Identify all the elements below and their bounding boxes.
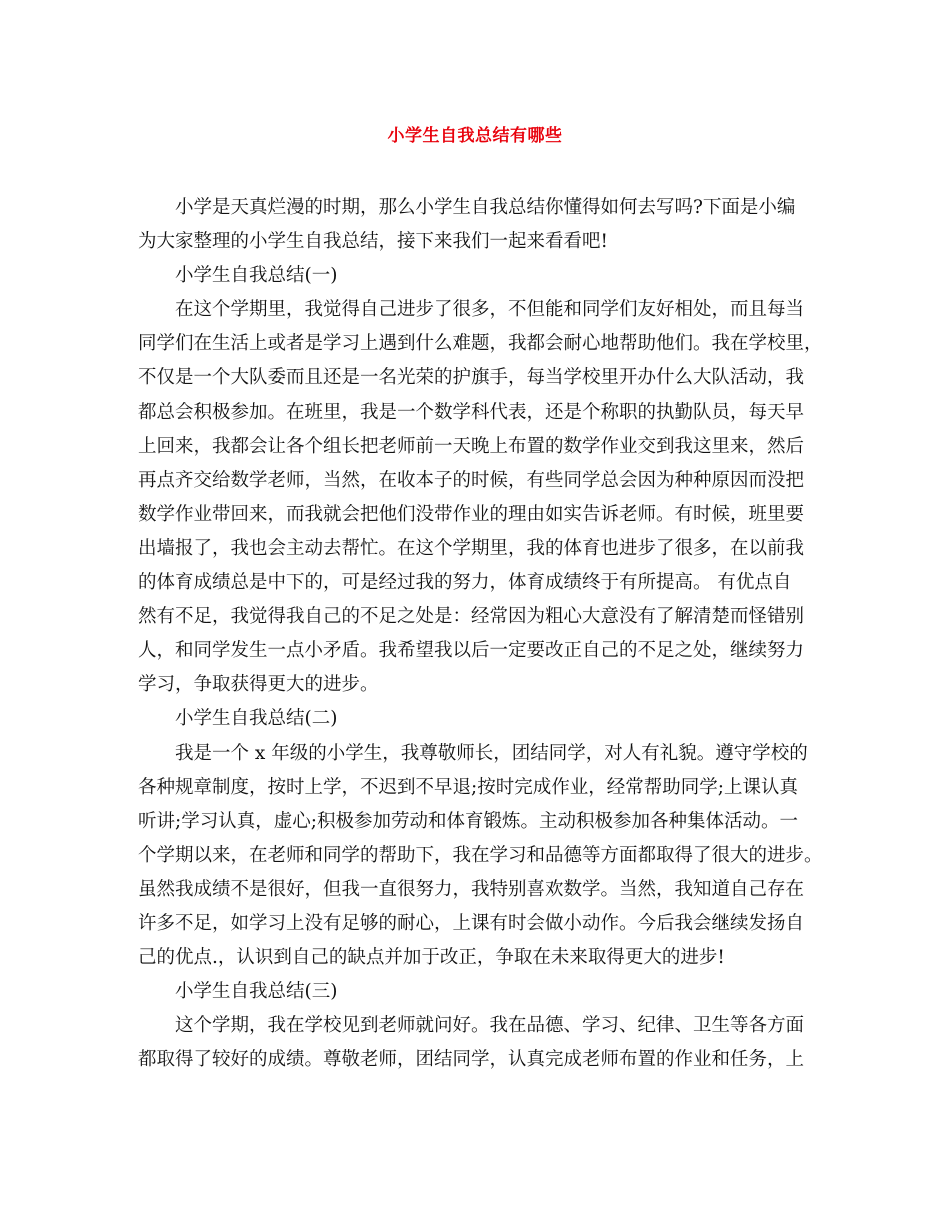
text-line: 出墙报了，我也会主动去帮忙。在这个学期里，我的体育也进步了很多，在以前我 bbox=[138, 537, 805, 559]
text-line: 虽然我成绩不是很好，但我一直很努力，我特别喜欢数学。当然，我知道自己存在 bbox=[138, 878, 805, 900]
text-line: 在这个学期里，我觉得自己进步了很多，不但能和同学们友好相处，而且每当 bbox=[175, 299, 805, 321]
text-line: 个学期以来，在老师和同学的帮助下，我在学习和品德等方面都取得了很大的进步。 bbox=[138, 844, 823, 866]
text-line: 小学生自我总结(一) bbox=[175, 265, 338, 287]
text-line: 小学是天真烂漫的时期，那么小学生自我总结你懂得如何去写吗?下面是小编 bbox=[175, 197, 796, 218]
text-line: 学习，争取获得更大的进步。 bbox=[138, 674, 379, 696]
text-line: 的体育成绩总是中下的，可是经过我的努力，体育成绩终于有所提高。 有优点自 bbox=[138, 572, 792, 594]
text-line: 许多不足，如学习上没有足够的耐心，上课有时会做小动作。今后我会继续发扬自 bbox=[138, 912, 805, 934]
text-line: 都总会积极参加。在班里，我是一个数学科代表，还是个称职的执勤队员，每天早 bbox=[138, 401, 805, 423]
text-line: 同学们在生活上或者是学习上遇到什么难题，我都会耐心地帮助他们。我在学校里， bbox=[138, 333, 823, 355]
text-line: 都取得了较好的成绩。尊敬老师，团结同学，认真完成老师布置的作业和任务，上 bbox=[138, 1049, 805, 1071]
text-line: 己的优点.，认识到自己的缺点并加于改正，争取在未来取得更大的进步! bbox=[138, 947, 725, 969]
text-line: 上回来，我都会让各个组长把老师前一天晚上布置的数学作业交到我这里来，然后 bbox=[138, 435, 805, 457]
text-line: 各种规章制度，按时上学，不迟到不早退;按时完成作业，经常帮助同学;上课认真 bbox=[138, 776, 798, 798]
text-line: 再点齐交给数学老师，当然，在收本子的时候，有些同学总会因为种种原因而没把 bbox=[138, 469, 805, 491]
text-line: 小学生自我总结(三) bbox=[175, 981, 338, 1003]
text-line: 小学生自我总结(二) bbox=[175, 708, 338, 730]
text-line: 这个学期，我在学校见到老师就问好。我在品德、学习、纪律、卫生等各方面 bbox=[175, 1015, 805, 1037]
text-line: 为大家整理的小学生自我总结，接下来我们一起来看看吧! bbox=[138, 231, 608, 253]
text-line: 听讲;学习认真，虚心;积极参加劳动和体育锻炼。主动积极参加各种集体活动。一 bbox=[138, 810, 798, 832]
text-line: 数学作业带回来，而我就会把他们没带作业的理由如实告诉老师。有时候，班里要 bbox=[138, 503, 805, 525]
text-line: 人，和同学发生一点小矛盾。我希望我以后一定要改正自己的不足之处，继续努力 bbox=[138, 640, 805, 662]
text-line: 我是一个 x 年级的小学生，我尊敬师长，团结同学，对人有礼貌。遵守学校的 bbox=[175, 742, 808, 764]
text-line: 然有不足，我觉得我自己的不足之处是：经常因为粗心大意没有了解清楚而怪错别 bbox=[138, 606, 805, 628]
text-line: 不仅是一个大队委而且还是一名光荣的护旗手，每当学校里开办什么大队活动，我 bbox=[138, 367, 805, 389]
document-body bbox=[138, 191, 823, 1077]
document-title: 小学生自我总结有哪些 bbox=[387, 126, 563, 146]
